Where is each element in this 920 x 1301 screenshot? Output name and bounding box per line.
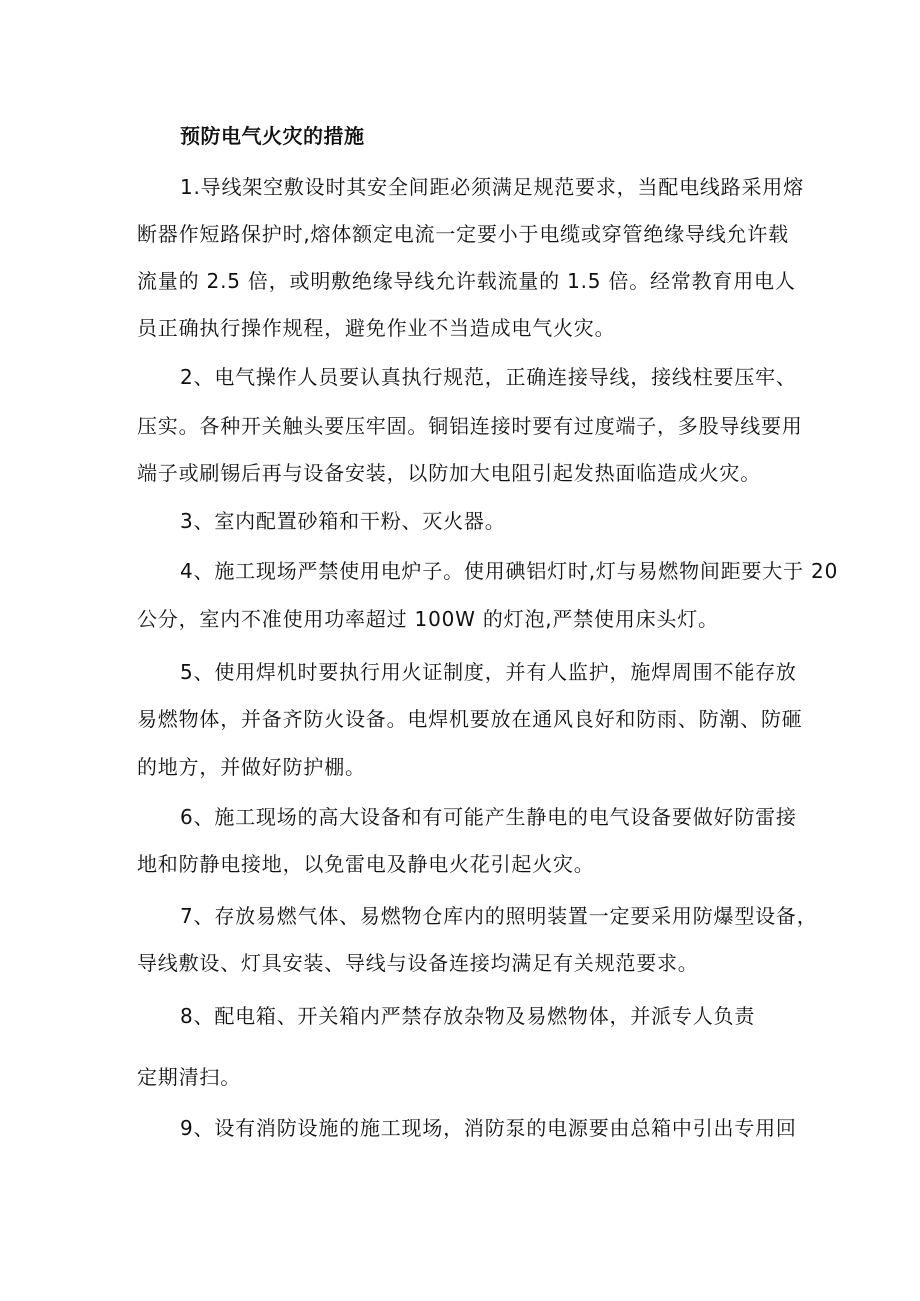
paragraph-6-line-1: 6、施工现场的高大设备和有可能产生静电的电气设备要做好防雷接 (180, 805, 797, 829)
paragraph-1-line-4: 员正确执行操作规程，避免作业不当造成电气火灾。 (137, 316, 616, 340)
paragraph-8-line-1: 8、配电箱、开关箱内严禁存放杂物及易燃物体，并派专人负责 (180, 1004, 756, 1028)
paragraph-5-line-1: 5、使用焊机时要执行用火证制度，并有人监护，施焊周围不能存放 (180, 660, 797, 684)
paragraph-7-line-1: 7、存放易燃气体、易燃物仓库内的照明装置一定要采用防爆型设备， (180, 904, 818, 928)
paragraph-2-line-3: 端子或刷锡后再与设备安装，以防加大电阻引起发热面临造成火灾。 (137, 461, 761, 485)
paragraph-1-line-2: 断器作短路保护时,熔体额定电流一定要小于电缆或穿管绝缘导线允许载 (137, 222, 789, 246)
paragraph-8-line-2: 定期清扫。 (137, 1065, 241, 1089)
paragraph-7-line-2: 导线敷设、灯具安装、导线与设备连接均满足有关规范要求。 (137, 951, 699, 975)
paragraph-4-line-1: 4、施工现场严禁使用电炉子。使用碘铝灯时,灯与易燃物间距要大于 20 (180, 559, 839, 583)
paragraph-1-line-3: 流量的 2.5 倍，或明敷绝缘导线允许载流量的 1.5 倍。经常教育用电人 (137, 269, 796, 293)
paragraph-2-line-1: 2、电气操作人员要认真执行规范，正确连接导线，接线柱要压牢、 (180, 365, 797, 389)
paragraph-6-line-2: 地和防静电接地，以免雷电及静电火花引起火灾。 (137, 852, 595, 876)
document-title: 预防电气火灾的措施 (180, 124, 365, 148)
paragraph-5-line-2: 易燃物体，并备齐防火设备。电焊机要放在通风良好和防雨、防潮、防砸 (137, 707, 803, 731)
paragraph-1-line-1: 1.导线架空敷设时其安全间距必须满足规范要求，当配电线路采用熔 (180, 175, 804, 199)
paragraph-3-line-1: 3、室内配置砂箱和干粉、灭火器。 (180, 509, 506, 533)
paragraph-2-line-2: 压实。各种开关触头要压牢固。铜铝连接时要有过度端子，多股导线要用 (137, 414, 803, 438)
paragraph-9-line-1: 9、设有消防设施的施工现场，消防泵的电源要由总箱中引出专用回 (180, 1116, 797, 1140)
paragraph-4-line-2: 公分，室内不准使用功率超过 100W 的灯泡,严禁使用床头灯。 (137, 607, 719, 631)
paragraph-5-line-3: 的地方，并做好防护棚。 (137, 755, 366, 779)
